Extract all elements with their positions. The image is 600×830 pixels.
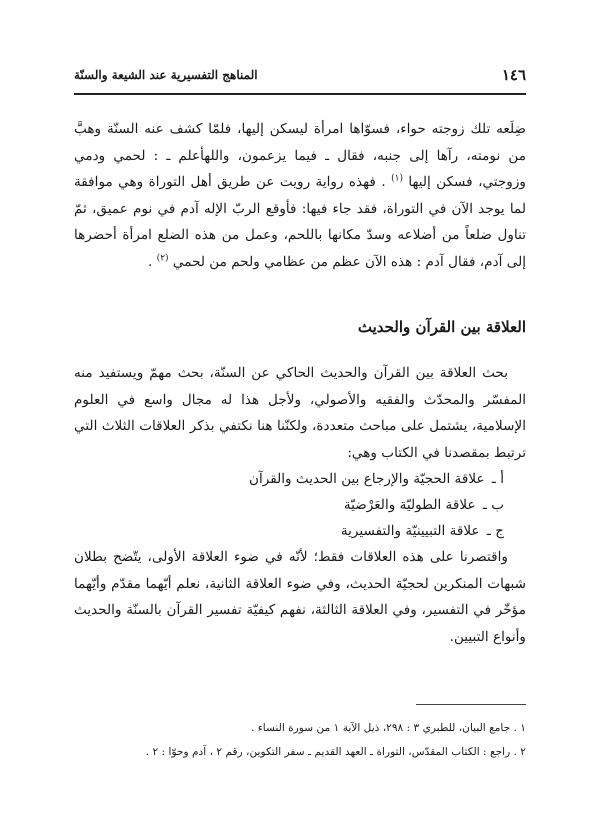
list-marker: أ ـ [491, 471, 504, 487]
list-item-text: علاقة الطوليّة والعَرْضيّة [343, 497, 476, 513]
list-item-text: علاقة الحجيّة والإرجاع بين الحديث والقرآن [248, 471, 485, 487]
footnote: ٢ . راجع : الكتاب المقدّس، التوراة ـ العهد القديم ـ سفر التكوين، رقم ٢ ، آدم وحوّا : ٢ . [145, 746, 526, 758]
paragraph: بحث العلاقة بين القرآن والحديث الحاكي عن السنّة، بحث مهمّ ويستفيد منه المفسّر والمحدّث والفقيه والأصولي، ولأجل هذا له مجال واسع في العلوم الإسلامية، يشتمل على مباحث متعددة، ولكنّنا هنا نكتفي بذكر العلاقات الثلاث التي ترتبط بمقصدنا في الكتاب وهي: [74, 365, 526, 461]
footnotes [74, 716, 526, 764]
paragraph-text: ضِلَعه تلك زوجته حواء، فسوّاها امرأة ليسكن إليها، فلمّا كشف عنه السنّة وهبَّ من نومته، رآها إلى جنبه، فقال ـ فيما يزعمون، واللهأعلم ـ : لحمي ودمي وزوجتي، فسكن إليها [74, 121, 526, 190]
footnote-reference[interactable]: (٢) [156, 252, 169, 263]
footnote-divider [416, 704, 526, 705]
paragraph-continuation [74, 116, 526, 275]
paragraph-text: . [148, 253, 153, 270]
running-header [74, 64, 526, 86]
paragraph-text: . فهذه رواية رويت عن طريق أهل التوراة وهي موافقة لما يوجد الآن في التوراة، فقد جاء فيها: فأوقع الربّ الإله آدم في نوم عميق، ثمّ تناول ضلعاً من أضلاعه وسدّ مكانها باللحم، وعمل من هذه الضلع امرأة أحضرها إلى آدم، فقال آدم : هذه الآن عظم من عظامي ولحم من لحمي [74, 174, 526, 270]
relations-list [74, 466, 526, 544]
list-item-text: علاقة التبيينيّة والتفسيرية [340, 523, 480, 539]
page-number: ١٤٦ [501, 66, 526, 84]
list-item [74, 518, 504, 544]
list-item [74, 492, 504, 518]
running-title: المناهج التفسيرية عند الشيعة والسنّة [74, 68, 258, 82]
paragraph: واقتصرنا على هذه العلاقات فقط؛ لأنّه في ضوء العلاقة الأولى، يتّضح بطلان شبهات المنكرين لحجيّة الحديث، وفي ضوء العلاقة الثانية، نعلم أيّهما مقدّم وأيّهما مؤخّر في التفسير، وفي العلاقة الثالثة، نفهم كيفيّة تفسير القرآن بالسنّة والحديث وأنواع التبيين. [74, 549, 526, 645]
footnote-reference[interactable]: (١) [391, 173, 403, 184]
header-divider [74, 93, 526, 95]
footnote: ١ . جامع البيان، للطبري ٣ : ٢٩٨، ذيل الآية ١ من سورة النساء . [251, 722, 526, 734]
section-body [74, 360, 526, 650]
list-marker: ب ـ [482, 497, 504, 513]
section-heading: العلاقة بين القرآن والحديث [357, 318, 526, 336]
list-item [74, 466, 504, 492]
list-marker: ج ـ [486, 523, 504, 539]
